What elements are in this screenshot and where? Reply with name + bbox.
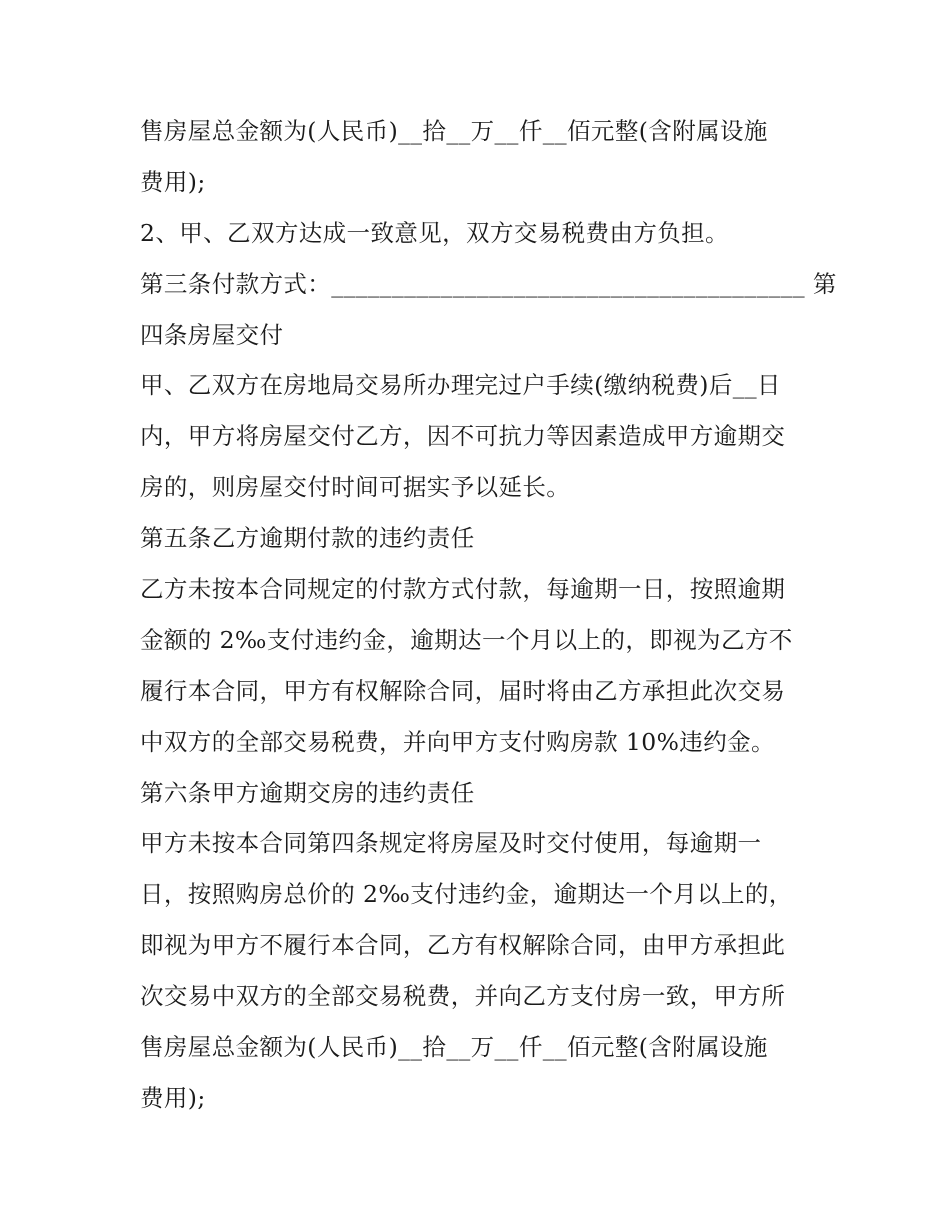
text-line: 售房屋总金额为(人民币)__拾__万__仟__佰元整(含附属设施 xyxy=(140,1033,768,1062)
text-line: 履行本合同，甲方有权解除合同，届时将由乙方承担此次交易 xyxy=(140,676,786,705)
text-line: 乙方未按本合同规定的付款方式付款，每逾期一日，按照逾期 xyxy=(140,575,786,604)
text-line: 费用); xyxy=(140,167,206,196)
text-line: 甲方未按本合同第四条规定将房屋及时交付使用，每逾期一 xyxy=(140,829,762,858)
contract-text xyxy=(140,106,837,1124)
text-line: 金额的 2‰支付违约金，逾期达一个月以上的，即视为乙方不 xyxy=(140,625,793,654)
text-line: 即视为甲方不履行本合同，乙方有权解除合同，由甲方承担此 xyxy=(140,931,786,960)
section-heading: 第五条乙方逾期付款的违约责任 xyxy=(140,524,475,553)
text-line: 次交易中双方的全部交易税费，并向乙方支付房一致，甲方所 xyxy=(140,982,786,1011)
section-heading: 第六条甲方逾期交房的违约责任 xyxy=(140,778,475,807)
text-line: 房的，则房屋交付时间可据实予以延长。 xyxy=(140,473,571,502)
text-line: 2、甲、乙双方达成一致意见，双方交易税费由方负担。 xyxy=(140,218,729,247)
text-line: 中双方的全部交易税费，并向甲方支付购房款 10%违约金。 xyxy=(140,727,775,756)
text-line: 费用); xyxy=(140,1083,206,1112)
text-line: 甲、乙双方在房地局交易所办理完过户手续(缴纳税费)后__日 xyxy=(140,371,781,400)
text-line: 内，甲方将房屋交付乙方，因不可抗力等因素造成甲方逾期交 xyxy=(140,422,786,451)
text-line: 第三条付款方式：_______________________________________ 第 xyxy=(140,269,837,298)
text-line: 日，按照购房总价的 2‰支付违约金，逾期达一个月以上的， xyxy=(140,880,793,909)
section-heading: 四条房屋交付 xyxy=(140,320,284,349)
text-line: 售房屋总金额为(人民币)__拾__万__仟__佰元整(含附属设施 xyxy=(140,117,768,145)
